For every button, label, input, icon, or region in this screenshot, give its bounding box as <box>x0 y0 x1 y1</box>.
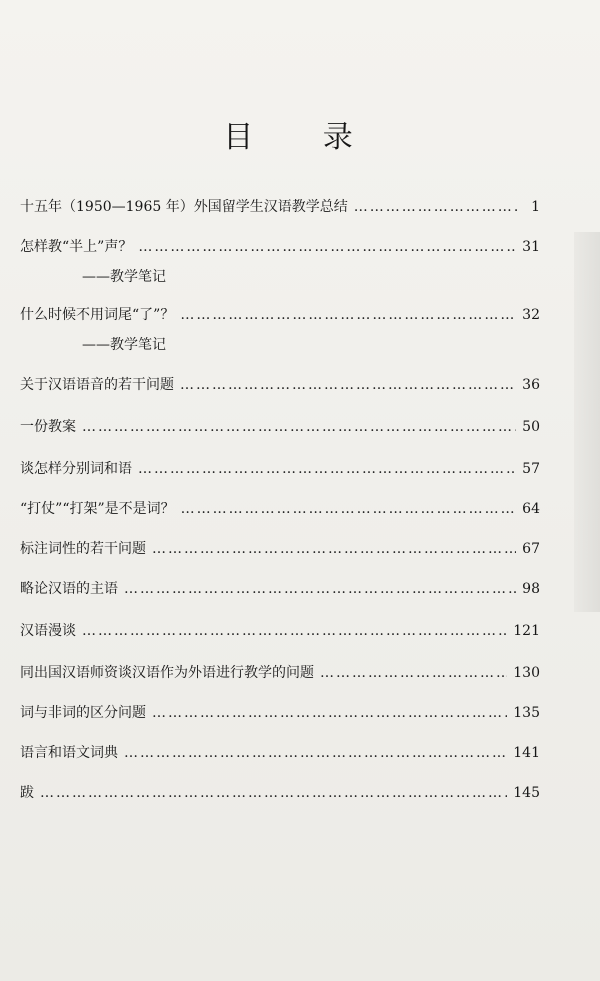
leader-dots <box>82 419 516 435</box>
toc-entry-title: 什么时候不用词尾“了”？ <box>20 307 175 323</box>
toc-entry-title: 词与非词的区分问题 <box>20 705 146 721</box>
toc-entry[interactable] <box>20 578 540 604</box>
toc-entry[interactable] <box>20 374 540 400</box>
toc-entry-page: 145 <box>513 785 540 801</box>
leader-dots <box>320 665 507 681</box>
toc-entry[interactable] <box>20 498 540 524</box>
toc-subtitle: ——教学笔记 <box>82 337 166 353</box>
leader-dots <box>152 705 507 721</box>
toc-entry-title: 关于汉语语音的若干问题 <box>20 377 174 393</box>
toc-entry-page: 32 <box>522 307 540 323</box>
leader-dots <box>138 239 516 255</box>
toc-entry[interactable] <box>20 742 540 768</box>
toc-entry-title: 略论汉语的主语 <box>20 581 118 597</box>
leader-dots <box>138 461 516 477</box>
leader-dots <box>124 581 516 597</box>
leader-dots <box>82 623 507 639</box>
toc-entry-page: 121 <box>513 623 540 639</box>
toc-entry[interactable] <box>20 702 540 728</box>
toc-entry-page: 67 <box>522 541 540 557</box>
leader-dots <box>180 377 516 393</box>
leader-dots <box>354 199 518 215</box>
toc-entry[interactable] <box>20 416 540 442</box>
toc-subtitle: ——教学笔记 <box>82 269 166 285</box>
toc-entry[interactable] <box>20 538 540 564</box>
toc-entry-title: 语言和语文词典 <box>20 745 118 761</box>
toc-entry-page: 1 <box>531 199 540 215</box>
toc-entry-page: 64 <box>522 501 540 517</box>
toc-entry-title: 跋 <box>20 785 34 801</box>
toc-entry-title: “打仗”“打架”是不是词？ <box>20 501 175 517</box>
leader-dots <box>124 745 507 761</box>
toc-entry[interactable] <box>20 620 540 646</box>
toc-entry[interactable] <box>20 458 540 484</box>
toc-entry-title: 谈怎样分别词和语 <box>20 461 132 477</box>
toc-entry-title: 一份教案 <box>20 419 76 435</box>
toc-entry-title: 同出国汉语师资谈汉语作为外语进行教学的问题 <box>20 665 314 681</box>
toc-entry-page: 98 <box>522 581 540 597</box>
toc-entry-page: 50 <box>522 419 540 435</box>
leader-dots <box>180 307 516 323</box>
toc-entry-page: 141 <box>513 745 540 761</box>
toc-entry-page: 57 <box>522 461 540 477</box>
leader-dots <box>152 541 516 557</box>
toc-entry[interactable] <box>20 236 540 262</box>
page-title: 目 录 <box>223 120 383 155</box>
toc-entry-title: 怎样教“半上”声？ <box>20 239 133 255</box>
page-edge-shadow <box>574 232 600 612</box>
toc-entry-page: 36 <box>522 377 540 393</box>
toc-entry[interactable] <box>20 304 540 330</box>
toc-entry-title: 十五年（1950—1965 年）外国留学生汉语教学总结 <box>20 199 348 215</box>
toc-entry-page: 135 <box>513 705 540 721</box>
toc-entry-page: 31 <box>522 239 540 255</box>
leader-dots <box>40 785 507 801</box>
toc-entry[interactable] <box>20 782 540 808</box>
toc-entry-title: 标注词性的若干问题 <box>20 541 146 557</box>
toc-entry-title: 汉语漫谈 <box>20 623 76 639</box>
toc-entry-page: 130 <box>513 665 540 681</box>
toc-entry[interactable] <box>20 196 540 222</box>
leader-dots <box>181 501 517 517</box>
toc-entry[interactable] <box>20 662 540 688</box>
